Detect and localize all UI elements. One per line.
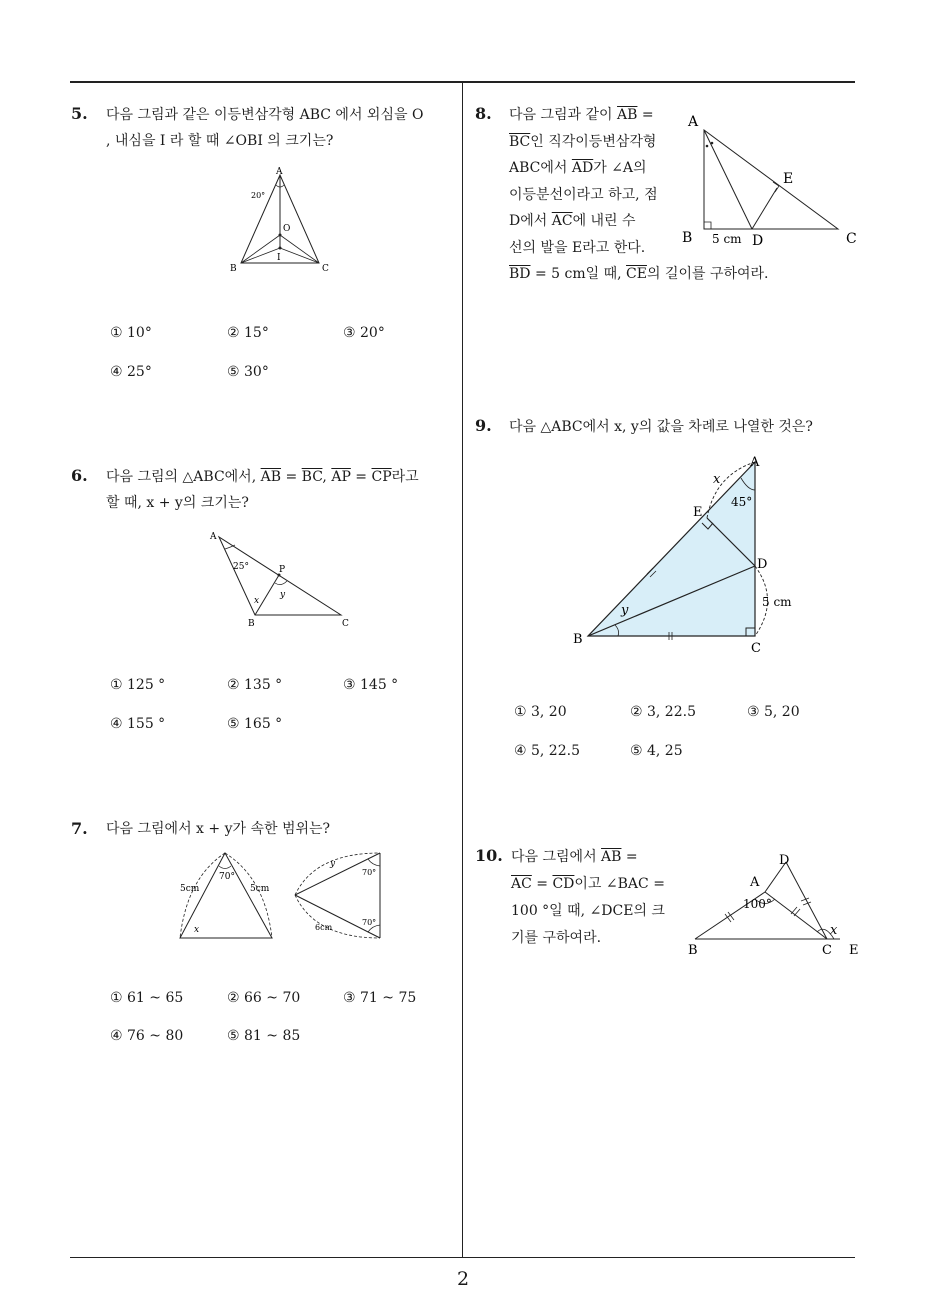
choice-3[interactable]: ③ 71 ~ 75: [343, 990, 417, 1006]
text: =: [531, 876, 553, 892]
segment-AB: $\overline{AB}$: [601, 849, 622, 865]
choice-3[interactable]: ③ 20°: [343, 325, 385, 341]
label-B: B: [688, 943, 698, 958]
length-label: 5 cm: [712, 232, 742, 246]
label-D: D: [779, 853, 790, 868]
segment-BC: $\overline{BC}$: [509, 133, 531, 150]
figure-triangles-arcs: [175, 848, 390, 943]
label-A: A: [750, 875, 760, 890]
choice-4[interactable]: ④ 76 ~ 80: [110, 1028, 184, 1044]
segment-AB: $\overline{AB}$: [260, 469, 282, 485]
choice-2[interactable]: ② 3, 22.5: [630, 704, 696, 720]
label-D: D: [752, 233, 764, 249]
text: 의 길이를 구하여라.: [646, 266, 769, 282]
choice-1[interactable]: ① 125 °: [110, 677, 166, 693]
question-line: 다음 그림과 같은 이등변삼각형 ABC 에서 외심을 O: [106, 107, 424, 123]
figure-triangle-extension: [685, 850, 865, 960]
question-number: 9.: [475, 416, 492, 435]
text: =: [350, 469, 372, 485]
figure-shaded-triangle: [570, 450, 800, 660]
segment-AP: $\overline{AP}$: [331, 469, 351, 485]
segment-AB: $\overline{AB}$: [617, 107, 638, 123]
label-I: I: [277, 253, 281, 263]
label-A: A: [276, 167, 283, 177]
var-x: x: [830, 923, 838, 938]
question-text: [106, 102, 456, 154]
segment-CP: $\overline{CP}$: [371, 469, 392, 485]
choice-2[interactable]: ② 15°: [227, 325, 269, 341]
column-divider: [462, 82, 463, 1258]
question-line: 이등분선이라고 하고, 점: [509, 186, 658, 203]
choice-5[interactable]: ⑤ 81 ~ 85: [227, 1028, 301, 1044]
question-line: [511, 871, 676, 898]
text: = 5 cm일 때,: [530, 266, 627, 282]
text: 가 ∠A의: [593, 160, 647, 176]
choice-3[interactable]: ③ 145 °: [343, 677, 399, 693]
choice-5[interactable]: ⑤ 4, 25: [630, 743, 683, 759]
label-B: B: [682, 230, 693, 246]
segment-AD: $\overline{AD}$: [571, 160, 594, 176]
var-y: y: [280, 590, 286, 600]
angle-label: 20°: [251, 191, 266, 200]
label-C: C: [342, 619, 349, 629]
text: =: [621, 849, 638, 865]
question-line: [509, 261, 809, 288]
angle-label: 25°: [233, 562, 249, 572]
var-x: x: [194, 925, 200, 935]
text: =: [281, 469, 302, 485]
var-y: y: [330, 859, 336, 869]
var-x: x: [713, 472, 721, 487]
segment-AC: $\overline{AC}$: [511, 876, 532, 892]
question-text: 다음 △ABC에서 x, y의 값을 차례로 나열한 것은?: [509, 419, 813, 435]
question-line: 기를 구하여라.: [511, 930, 602, 946]
label-C: C: [846, 231, 857, 247]
question-line: 선의 발을 E라고 한다.: [509, 239, 646, 256]
label-O: O: [283, 224, 291, 234]
choice-5[interactable]: ⑤ 30°: [227, 364, 269, 380]
text: 이고 ∠BAC =: [574, 876, 665, 892]
label-E: E: [783, 171, 794, 187]
question-line: 할 때, x + y의 크기는?: [106, 495, 249, 511]
question-line: [106, 464, 456, 490]
apex-angle: 70°: [219, 872, 235, 882]
segment-BD: $\overline{BD}$: [509, 266, 531, 282]
bottom-rule: [70, 1257, 855, 1258]
text: 다음 그림에서: [511, 849, 602, 865]
label-A: A: [688, 114, 699, 130]
question-text: [511, 844, 676, 952]
text: 라고: [391, 469, 419, 485]
angle-label: 100°: [743, 897, 772, 911]
question-number: 10.: [475, 846, 503, 865]
figure-isosceles-triangle: [230, 165, 340, 280]
choice-1[interactable]: ① 61 ~ 65: [110, 990, 184, 1006]
text: 에 내린 수: [572, 213, 636, 229]
var-y: y: [621, 603, 629, 618]
top-angle: 70°: [362, 868, 377, 877]
page-number: 2: [456, 1268, 470, 1290]
figure-right-isosceles-triangle: [680, 110, 865, 250]
text: =: [637, 107, 654, 123]
question-number: 7.: [71, 819, 88, 838]
left-side-label: 5cm: [180, 884, 200, 894]
bottom-length: 6cm: [315, 923, 333, 932]
segment-CE: $\overline{CE}$: [626, 266, 647, 282]
bottom-angle: 70°: [362, 918, 377, 927]
segment-BC: $\overline{BC}$: [301, 469, 323, 485]
label-B: B: [573, 632, 583, 647]
figure-triangle-abc: [205, 525, 355, 630]
choice-2[interactable]: ② 66 ~ 70: [227, 990, 301, 1006]
segment-AC: $\overline{AC}$: [551, 213, 573, 229]
var-x: x: [254, 596, 260, 606]
choice-1[interactable]: ① 3, 20: [514, 704, 567, 720]
label-C: C: [751, 641, 761, 656]
label-C: C: [322, 264, 329, 274]
question-text: [106, 464, 456, 516]
text: 인 직각이등변삼각형: [530, 133, 657, 150]
choice-5[interactable]: ⑤ 165 °: [227, 716, 283, 732]
label-B: B: [248, 619, 255, 629]
label-D: D: [757, 557, 768, 572]
text: 다음 그림의 △ABC에서,: [106, 469, 261, 485]
label-P: P: [279, 565, 286, 575]
angle-label: 45°: [731, 495, 753, 509]
question-line: , 내심을 I 라 할 때 ∠OBI 의 크기는?: [106, 133, 334, 149]
question-number: 6.: [71, 466, 88, 485]
choice-4[interactable]: ④ 155 °: [110, 716, 166, 732]
question-text: 다음 그림에서 x + y가 속한 범위는?: [106, 821, 331, 837]
choice-2[interactable]: ② 135 °: [227, 677, 283, 693]
question-line: [511, 844, 676, 871]
question-number: 5.: [71, 104, 88, 123]
choice-4[interactable]: ④ 25°: [110, 364, 152, 380]
question-number: 8.: [475, 104, 492, 123]
label-C: C: [822, 943, 832, 958]
choice-4[interactable]: ④ 5, 22.5: [514, 743, 580, 759]
choice-3[interactable]: ③ 5, 20: [747, 704, 800, 720]
label-A: A: [210, 532, 217, 542]
choice-1[interactable]: ① 10°: [110, 325, 152, 341]
label-A: A: [750, 455, 760, 470]
segment-CD: $\overline{CD}$: [552, 876, 575, 892]
label-E: E: [849, 943, 859, 958]
text: ABC에서: [509, 160, 572, 176]
label-E: E: [693, 505, 703, 520]
length-label: 5 cm: [762, 595, 792, 609]
label-B: B: [230, 264, 237, 274]
question-line: 100 °일 때, ∠DCE의 크: [511, 903, 665, 919]
text: 다음 그림과 같이: [509, 107, 618, 123]
text: D에서: [509, 213, 552, 229]
text: ,: [322, 469, 332, 485]
right-side-label: 5cm: [250, 884, 270, 894]
